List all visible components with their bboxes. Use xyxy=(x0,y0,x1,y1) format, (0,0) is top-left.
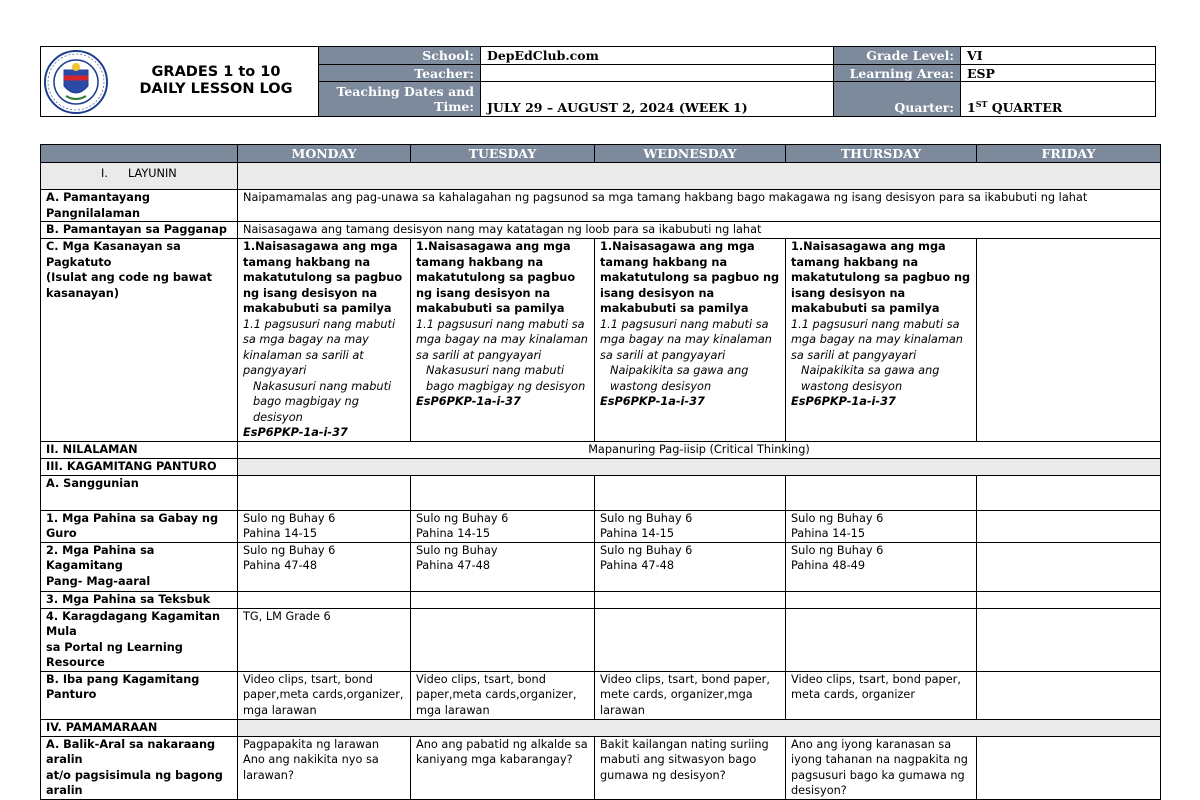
teksbuk-monday xyxy=(238,591,411,608)
day-header-thursday: THURSDAY xyxy=(786,145,977,163)
sanggunian-wednesday xyxy=(595,475,786,510)
pamantayan-pagganap-value: Naisasagawa ang tamang desisyon nang may katatagan ng loob para sa ikabubuti ng lahat xyxy=(238,222,1161,239)
sanggunian-label: A. Sanggunian xyxy=(41,475,238,510)
balik-aral-friday xyxy=(977,736,1161,799)
balik-aral-tuesday: Ano ang pabatid ng alkalde sa kaniyang mga kabarangay? xyxy=(411,736,595,799)
kagamitang-mag-aaral-tuesday: Sulo ng Buhay Pahina 47-48 xyxy=(411,542,595,591)
karagdagang-kagamitan-monday: TG, LM Grade 6 xyxy=(238,608,411,671)
kasanayan-tuesday: 1.Naisasagawa ang mga tamang hakbang na makatutulong sa pagbuo ng isang desisyon na makabubuti sa pamilya 1.1 pagsusuri nang mabuti sa mga bagay na may kinalaman sa sarili at pangyayari Nakasusuri nang mabuti bago magbigay ng desisyon EsP6PKP-1a-i-37 xyxy=(411,239,595,442)
day-header-wednesday: WEDNESDAY xyxy=(595,145,786,163)
kagamitang-panturo-label: III. KAGAMITANG PANTURO xyxy=(41,458,238,475)
sanggunian-row xyxy=(41,475,1161,510)
teksbuk-wednesday xyxy=(595,591,786,608)
teksbuk-label: 3. Mga Pahina sa Teksbuk xyxy=(41,591,238,608)
deped-seal-icon xyxy=(44,50,108,114)
day-header-tuesday: TUESDAY xyxy=(411,145,595,163)
document-title: GRADES 1 to 10 DAILY LESSON LOG xyxy=(139,64,293,97)
pamantayang-pangnilalaman-value: Naipamamalas ang pag-unawa sa kahalagahan ng pagsunod sa mga tamang hakbang bago makagawa ng isang desisyon para sa ikabubuti ng lahat xyxy=(238,190,1161,222)
gabay-guro-label: 1. Mga Pahina sa Gabay ng Guro xyxy=(41,510,238,542)
karagdagang-kagamitan-row xyxy=(41,608,1161,671)
logo-cell xyxy=(41,47,319,117)
karagdagang-kagamitan-tuesday xyxy=(411,608,595,671)
grade-level-value: VI xyxy=(961,47,1156,65)
balik-aral-thursday: Ano ang iyong karanasan sa iyong tahanan na nagpakita ng pagsusuri bago ka gumawa ng desisyon? xyxy=(786,736,977,799)
iba-pang-kagamitan-monday: Video clips, tsart, bond paper,meta cards,organizer, mga larawan xyxy=(238,671,411,719)
pamantayan-pagganap-row xyxy=(41,222,1161,239)
gabay-guro-wednesday: Sulo ng Buhay 6 Pahina 14-15 xyxy=(595,510,786,542)
gabay-guro-thursday: Sulo ng Buhay 6 Pahina 14-15 xyxy=(786,510,977,542)
nilalaman-value: Mapanuring Pag-iisip (Critical Thinking) xyxy=(238,441,1161,458)
quarter-value: 1ST QUARTER xyxy=(961,82,1156,117)
gabay-guro-monday: Sulo ng Buhay 6 Pahina 14-15 xyxy=(238,510,411,542)
layunin-value xyxy=(238,163,1161,190)
day-header-blank xyxy=(41,145,238,163)
gabay-guro-row xyxy=(41,510,1161,542)
kagamitang-mag-aaral-row xyxy=(41,542,1161,591)
kasanayan-wednesday: 1.Naisasagawa ang mga tamang hakbang na makatutulong sa pagbuo ng isang desisyon na makabubuti sa pamilya 1.1 pagsusuri nang mabuti sa mga bagay na may kinalaman sa sarili at pangyayari Naipakikita sa gawa ang wastong desisyon EsP6PKP-1a-i-37 xyxy=(595,239,786,442)
kagamitang-mag-aaral-friday xyxy=(977,542,1161,591)
teacher-label: Teacher: xyxy=(319,65,481,82)
learning-area-label: Learning Area: xyxy=(834,65,961,82)
school-value: DepEdClub.com xyxy=(481,47,834,65)
pamantayang-pangnilalaman-row xyxy=(41,190,1161,222)
karagdagang-kagamitan-wednesday xyxy=(595,608,786,671)
pamamaraan-value xyxy=(238,719,1161,736)
kasanayan-label: C. Mga Kasanayan sa Pagkatuto (Isulat ang code ng bawat kasanayan) xyxy=(41,239,238,442)
kagamitang-mag-aaral-wednesday: Sulo ng Buhay 6 Pahina 47-48 xyxy=(595,542,786,591)
pamamaraan-label: IV. PAMAMARAAN xyxy=(41,719,238,736)
teksbuk-tuesday xyxy=(411,591,595,608)
teksbuk-friday xyxy=(977,591,1161,608)
learning-area-value: ESP xyxy=(961,65,1156,82)
sanggunian-tuesday xyxy=(411,475,595,510)
balik-aral-row xyxy=(41,736,1161,799)
header-table xyxy=(40,46,1156,117)
iba-pang-kagamitan-row xyxy=(41,671,1161,719)
teksbuk-thursday xyxy=(786,591,977,608)
layunin-row xyxy=(41,163,1161,190)
teksbuk-row xyxy=(41,591,1161,608)
kagamitang-mag-aaral-monday: Sulo ng Buhay 6 Pahina 47-48 xyxy=(238,542,411,591)
kasanayan-thursday: 1.Naisasagawa ang mga tamang hakbang na makatutulong sa pagbuo ng isang desisyon na makabubuti sa pamilya 1.1 pagsusuri nang mabuti sa mga bagay na may kinalaman sa sarili at pangyayari Naipakikita sa gawa ang wastong desisyon EsP6PKP-1a-i-37 xyxy=(786,239,977,442)
pamantayang-pangnilalaman-label: A. Pamantayang Pangnilalaman xyxy=(41,190,238,222)
nilalaman-label: II. NILALAMAN xyxy=(41,441,238,458)
lesson-log-table xyxy=(40,144,1161,800)
kagamitang-mag-aaral-thursday: Sulo ng Buhay 6 Pahina 48-49 xyxy=(786,542,977,591)
kasanayan-monday: 1.Naisasagawa ang mga tamang hakbang na makatutulong sa pagbuo ng isang desisyon na makabubuti sa pamilya 1.1 pagsusuri nang mabuti sa mga bagay na may kinalaman sa sarili at pangyayari Nakasusuri nang mabuti bago magbigay ng desisyon EsP6PKP-1a-i-37 xyxy=(238,239,411,442)
day-header-monday: MONDAY xyxy=(238,145,411,163)
gabay-guro-tuesday: Sulo ng Buhay 6 Pahina 14-15 xyxy=(411,510,595,542)
karagdagang-kagamitan-label: 4. Karagdagang Kagamitan Mula sa Portal ng Learning Resource xyxy=(41,608,238,671)
school-label: School: xyxy=(319,47,481,65)
kagamitang-mag-aaral-label: 2. Mga Pahina sa Kagamitang Pang- Mag-aaral xyxy=(41,542,238,591)
quarter-label: Quarter: xyxy=(834,82,961,117)
kagamitang-panturo-row xyxy=(41,458,1161,475)
teaching-dates-value: JULY 29 – AUGUST 2, 2024 (WEEK 1) xyxy=(481,82,834,117)
pamamaraan-row xyxy=(41,719,1161,736)
balik-aral-monday: Pagpapakita ng larawan Ano ang nakikita nyo sa larawan? xyxy=(238,736,411,799)
iba-pang-kagamitan-friday xyxy=(977,671,1161,719)
sanggunian-friday xyxy=(977,475,1161,510)
balik-aral-wednesday: Bakit kailangan nating suriing mabuti ang sitwasyon bago gumawa ng desisyon? xyxy=(595,736,786,799)
sanggunian-thursday xyxy=(786,475,977,510)
iba-pang-kagamitan-label: B. Iba pang Kagamitang Panturo xyxy=(41,671,238,719)
day-header-friday: FRIDAY xyxy=(977,145,1161,163)
kagamitang-panturo-value xyxy=(238,458,1161,475)
teaching-dates-label: Teaching Dates and Time: xyxy=(319,82,481,117)
iba-pang-kagamitan-wednesday: Video clips, tsart, bond paper, mete cards, organizer,mga larawan xyxy=(595,671,786,719)
balik-aral-label: A. Balik-Aral sa nakaraang aralin at/o pagsisimula ng bagong aralin xyxy=(41,736,238,799)
grade-level-label: Grade Level: xyxy=(834,47,961,65)
layunin-label: I. LAYUNIN xyxy=(41,163,238,190)
gabay-guro-friday xyxy=(977,510,1161,542)
day-header-row xyxy=(41,145,1161,163)
sanggunian-monday xyxy=(238,475,411,510)
karagdagang-kagamitan-friday xyxy=(977,608,1161,671)
teacher-value xyxy=(481,65,834,82)
iba-pang-kagamitan-tuesday: Video clips, tsart, bond paper,meta cards,organizer, mga larawan xyxy=(411,671,595,719)
karagdagang-kagamitan-thursday xyxy=(786,608,977,671)
nilalaman-row xyxy=(41,441,1161,458)
pamantayan-pagganap-label: B. Pamantayan sa Pagganap xyxy=(41,222,238,239)
kasanayan-friday xyxy=(977,239,1161,442)
iba-pang-kagamitan-thursday: Video clips, tsart, bond paper, meta cards, organizer xyxy=(786,671,977,719)
kasanayan-row xyxy=(41,239,1161,442)
